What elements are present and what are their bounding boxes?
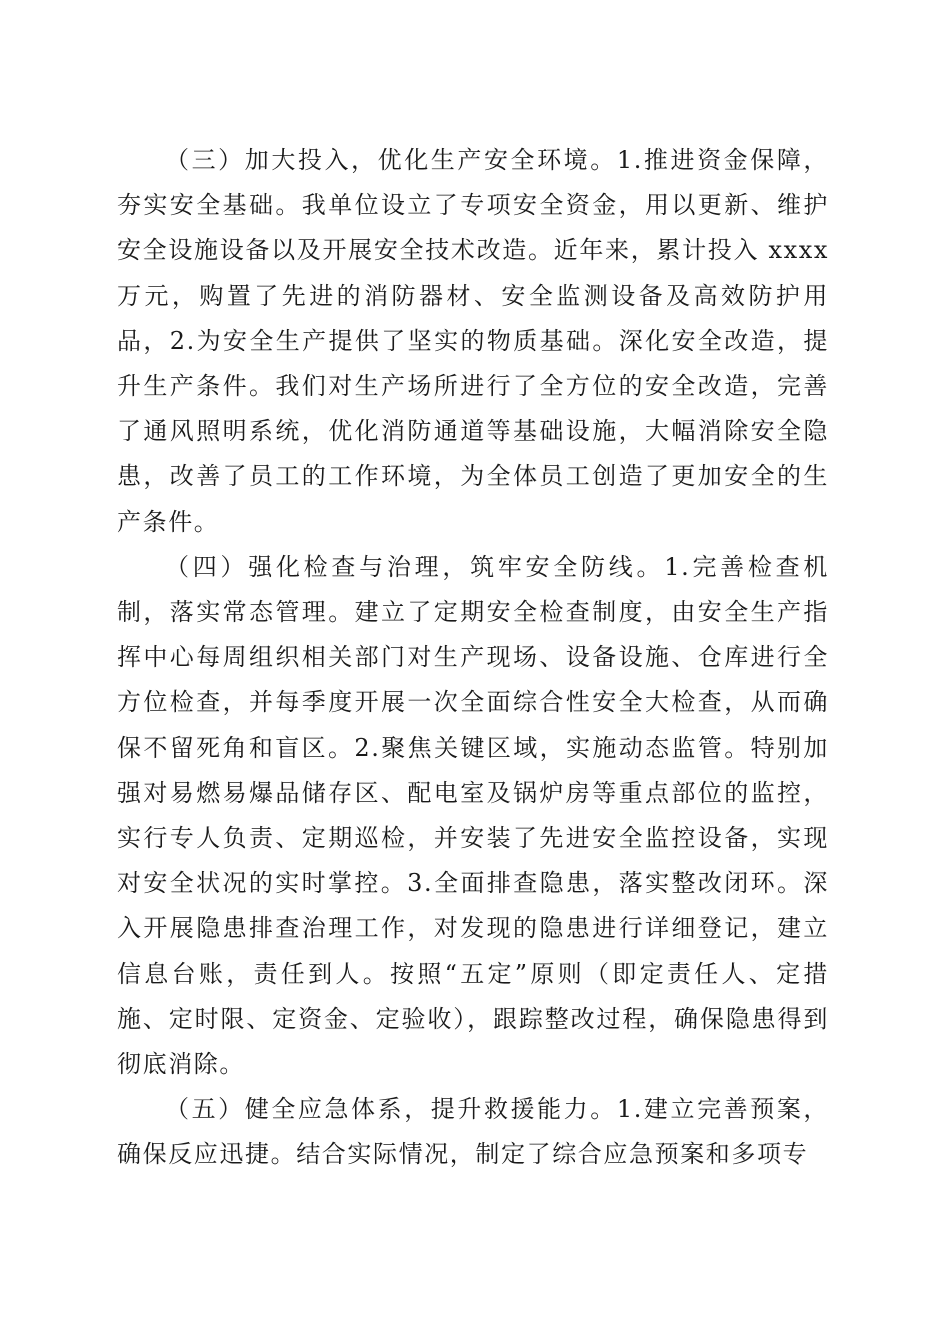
paragraph-section-3: （三）加大投入，优化生产安全环境。1.推进资金保障，夯实安全基础。我单位设立了专项安全资金，用以更新、维护安全设施设备以及开展安全技术改造。近年来，累计投入 xxxx万元，购置了先进的消防器材、安全监测设备及高效防护用品，2.为安全生产提供了坚实的物质基础。深化安全改造，提升生产条件。我们对生产场所进行了全方位的安全改造，完善了通风照明系统，优化消防通道等基础设施，大幅消除安全隐患，改善了员工的工作环境，为全体员工创造了更加安全的生产条件。 (117, 146, 829, 536)
paragraph-section-5: （五）健全应急体系，提升救援能力。1.建立完善预案，确保反应迅捷。结合实际情况，制定了综合应急预案和多项专 (117, 1095, 829, 1169)
document-body (117, 138, 829, 1178)
paragraph-section-4: （四）强化检查与治理，筑牢安全防线。1.完善检查机制，落实常态管理。建立了定期安全检查制度，由安全生产指挥中心每周组织相关部门对生产现场、设备设施、仓库进行全方位检查，并每季度开展一次全面综合性安全大检查，从而确保不留死角和盲区。2.聚焦关键区域，实施动态监管。特别加强对易燃易爆品储存区、配电室及锅炉房等重点部位的监控，实行专人负责、定期巡检，并安装了先进安全监控设备，实现对安全状况的实时掌控。3.全面排查隐患，落实整改闭环。深入开展隐患排查治理工作，对发现的隐患进行详细登记，建立信息台账，责任到人。按照“五定”原则（即定责任人、定措施、定时限、定资金、定验收），跟踪整改过程，确保隐患得到彻底消除。 (117, 552, 829, 1079)
